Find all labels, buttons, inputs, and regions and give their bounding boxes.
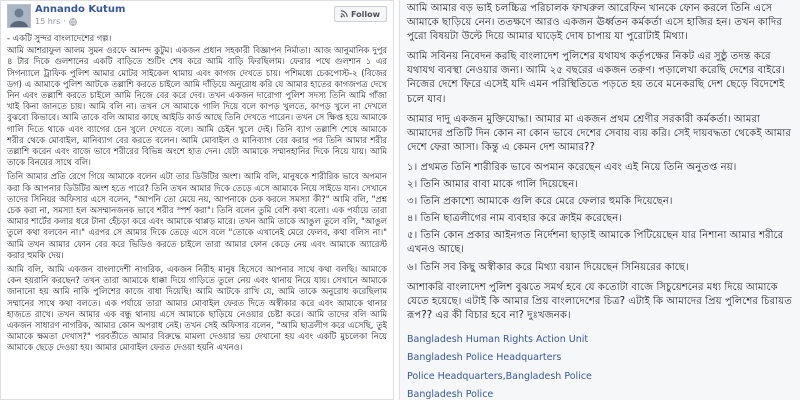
list-item: ৪। তিনি ছাত্রলীগের নাম ব্যবহার করে ক্রাইম করেছেন। bbox=[407, 213, 622, 225]
rss-follow-icon bbox=[340, 10, 348, 18]
list-item: ১। প্রথমত তিনি শারীরিক ভাবে অপমান করেছেন এবং এই নিয়ে তিনি অনুতপ্ত নয়। bbox=[407, 161, 737, 173]
closing-paragraph: আশাকরি বাংলাদেশ পুলিশ বুঝতে সমর্থ হবে যে কতোটা বাজে সিচুয়েশনের মধ্য দিয়ে আমাকে যেতে হয়েছে। এটাই কি আমার প্রিয় বাংলাদেশের চিত্র? এটাই কি আমাদের প্রিয় পুলিশের চিরায়ত রূপ?? এর কী বিচার হবে না? দুঃখজনক। bbox=[407, 281, 792, 321]
post-paragraph: আমি আশরাফুল আলম সুমন ওরফে আনন্দ কুটুম। একজন প্রধান সহকারী বিজ্ঞাপন নির্মাতা। আজ আনুমানিক দুপুর ৪ টার দিকে গুলশানের একটি বাড়িতে শুটিং শেষ করে আমি বাড়ি ফিরছিলাম। ফেরার পথে গুলশান ১ এর সিগন্যালে ট্রাফিক পুলিশ আমার মোটর সাইকেল থামায় এবং কাগজ দেখতে চায়। পশিমধ্যে চেকপোস্ট-২ (বিজের ডগ) এ আমাকে পুলিশ আটকে তল্লাশি করতে চাইলে আমি দাঁড়িয়ে অনুরোধ করি যে আমার হাতের কাগজপত্র দেখে নিন এবং তল্লাশি করতে চাইলে আমি নিজে বের করে দেব। তখন একজন দারোগা পুলিশ সদস্য তিনি আমি গাঁজা খাই কিনা জানতে চায়। আমি বলি না। তখন সে আমাকে গালি দিয়ে বলে কাপড় খুলতে, কাপড় খুলে না দেখলে বুঝবো কিভাবে। আমি তাকে বলি আমার কাছে আইডি কার্ড আছে তিনি দেখতে পারেন। তখন সে ক্ষিপ্ত হয়ে আমাকে গালি দিতে থাকে এবং ব্যাগের চেন খুলে দেখতে বলে। আমি চেইন খুলে দেই। তিনি ব্যাগ তল্লাশি শেষে আমাকে শরীর থেকে মোবাইল, মানিব্যাগ বের করতে বলেন। আমি মোবাইল ও মানিব্যাগ বের করার পর তিনি আমার শরীর তল্লাশি করেন এবং বাজে ভাবে শরীরের বিভিন্ন অংশে হাত দেন। যেটা আমাকে সম্মানহানির দিকে নিয়ে যায়। আমি তাকে বিনয়ের সাথে বলি। bbox=[7, 45, 387, 168]
post-meta bbox=[35, 17, 77, 26]
avatar[interactable] bbox=[7, 4, 31, 28]
tag-link[interactable]: Bangladesh Police bbox=[407, 389, 494, 400]
post-paragraph: - একটি সুন্দর বাংলাদেশের গল্প। bbox=[7, 33, 112, 43]
tag-link[interactable]: Bangladesh Human Rights Action Unit bbox=[407, 333, 589, 345]
post-paragraph: আমি বলি, আমি একজন বাংলাদেশী নাগরিক, একজন নিরীহ মানুষ হিসেবে আপনার সাথে কথা বলছি। আমাকে কেন হয়রানি করছেন? তখন তারা আমাকে ধাক্কা দিয়ে গাড়িতে তুলে নেয় এবং থানায় নিয়ে যায়। সেখানে আমাকে জানানো হয় আমি নাকি পুলিশের কাজে বাধা দিয়েছি। আমি আটকে রাখি যে, আমি তাকে অনুরোধ করেছিলাম সম্মানের সাথে কথা বলতে। এক পর্যায়ে তারা আমার মোবাইল ফেরত দিতে অস্বীকার করে এবং আমাকে থানার হাজতে রাখে। তখন আমার এক বন্ধু থানায় এসে আমাকে ছাড়িয়ে নেওয়ার চেষ্টা করে। আমি তাদের বলি আমি একজন সাধারণ নাগরিক, আমার কোন অপরাধ নেই। তখন সেই অফিসার বলেন, "আমি ছাত্রলীগ করে এসেছি, তুই আমাকে ক্ষমতা দেখাস?" পরবর্তীতে আমার বিরুদ্ধে মামলা দেওয়ার ভয় দেখানো হয় এবং একটি মুচলেকা নিয়ে আমাকে ছেড়ে দেওয়া হয়। আমার মোবাইল ফেরত দেওয়া হয়নি এখনও। bbox=[7, 264, 387, 353]
post-paragraph: আমার দাদু একজন মুক্তিযোদ্ধা। আমার মা একজন প্রথম শ্রেণীর সরকারী কর্মকর্তা। আমরা আমাদের প্রতিটি দিন কোন না কোন ভাবে দেশের সেবায় ব্যয় করি। সেই দায়বদ্ধতা থেকেই আমার দেশে ফেরা আসা। কিন্তু এ কেমন দেশ আমার?? bbox=[407, 113, 791, 153]
grievance-list bbox=[407, 161, 792, 275]
globe-icon bbox=[69, 18, 77, 26]
avatar-person-icon bbox=[8, 5, 30, 27]
list-item: ৩। তিনি প্রকাশ্যে আমাকে গুলি করে মেরে ফেলার হুমকি দিয়েছেন। bbox=[407, 196, 673, 208]
post-right-panel bbox=[399, 0, 800, 400]
follow-label: Follow bbox=[350, 9, 380, 19]
tagged-pages bbox=[407, 331, 792, 400]
follow-button[interactable] bbox=[334, 6, 387, 22]
tag-link[interactable]: Police Headquarters,Bangladesh Police bbox=[407, 370, 592, 382]
post-paragraph: তিনি আমার প্রতি রেগে গিয়ে আমাকে বলেন এটা তার ডিউটির অংশ। আমি বলি, মানুষকে শারীরিক ভাবে অপমান করা কি আপনার ডিউটির অংশ হতে পারে? তিনি তখন আমার দিকে তেড়ে এসে আমাকে নিয়ে সাইডে যান। সেখানে তাদের সিনিয়র অফিসার এসে বলেন, "আপনি তো মেয়ে নয়, আপনাকে চেক করলে সমস্যা কী?" আমি বলি, "প্রশ্ন চেক করা না, সমস্যা হল অসম্মানজনক ভাবে শরীর স্পর্শ করা"। তিনি বলেন তুমি বেশি কথা বলো। এক পর্যায়ে তারা আমার শার্টের কলার ধরে টানা হেঁচড়া করে এবং আমাকে থাপ্পড় মারে। তখন আমি তাকে আঙুল তুলে বলি, "আঙুল তুলে কথা বলবেন না।" এরপর সে আমার দিকে তেড়ে এসে বলে "তোকে এখানেই মেরে ফেলব, কথা বলিস না।" আমি তখন আমার ফোন বের করে ভিডিও করতে চাইলে তারা আমার ফোন কেড়ে নেয় এবং আমাকে অ্যারেস্ট করার হুমকি দেয়। bbox=[7, 171, 387, 260]
list-item: ৫। তিনি কোন প্রকার আইনগত নির্দেশনা ছাড়াই আমাকে পিটিয়েছেন যার নিশানা আমার শরীরে এখনও আছে। bbox=[407, 230, 784, 256]
list-item: ২। তিনি আমার বাবা মাকে গালি দিয়েছেন। bbox=[407, 179, 578, 191]
post-body-left bbox=[7, 33, 387, 399]
author-name[interactable]: Annando Kutum bbox=[35, 4, 126, 15]
tag-link[interactable]: Bangladesh Police Headquarters bbox=[407, 352, 562, 364]
post-left-panel bbox=[0, 0, 394, 400]
meta-dot: · bbox=[63, 17, 66, 26]
post-paragraph: আমি সবিনয় নিবেদন করছি বাংলাদেশ পুলিশের যথাযথ কর্তৃপক্ষের নিকট এর সুষ্ঠু তদন্ত করে যথাযথ ব্যবস্থা নেওয়ার জন্য। আমি ২৫ বছরের একজন তরুণ। পড়ালেখা করেছি দেশের বাইরে। নিজের দেশে ফিরে এসেই যদি এমন পরিস্থিতিতে পড়তে হয় তবে মনেকরছি দেশ ছেড়ে বিদেশেই চলে যাব। bbox=[407, 51, 785, 105]
post-time[interactable]: 15 hrs bbox=[35, 17, 61, 26]
list-item: ৬। তিনি সব কিছু অস্বীকার করে মিথ্যা বয়ান দিয়েছেন সিনিয়রের কাছে। bbox=[407, 261, 689, 273]
post-paragraph: আমি আমার বড় ভাই চলচ্চিত্র পরিচালক ফাখরুল আরেফিন খানকে ফোন করলে তিনি এসে আমাকে ছাড়িয়ে নেন। ততক্ষণে আরও একজন ঊর্ধ্বতন কর্মকর্তা এসে হাজির হন। তখন কাদির পুরো বিষয়টা উল্টে দিয়ে আমার ঘাড়েই দোষ চাপায় যা পুরোটাই মিথ্যা। bbox=[407, 3, 782, 43]
